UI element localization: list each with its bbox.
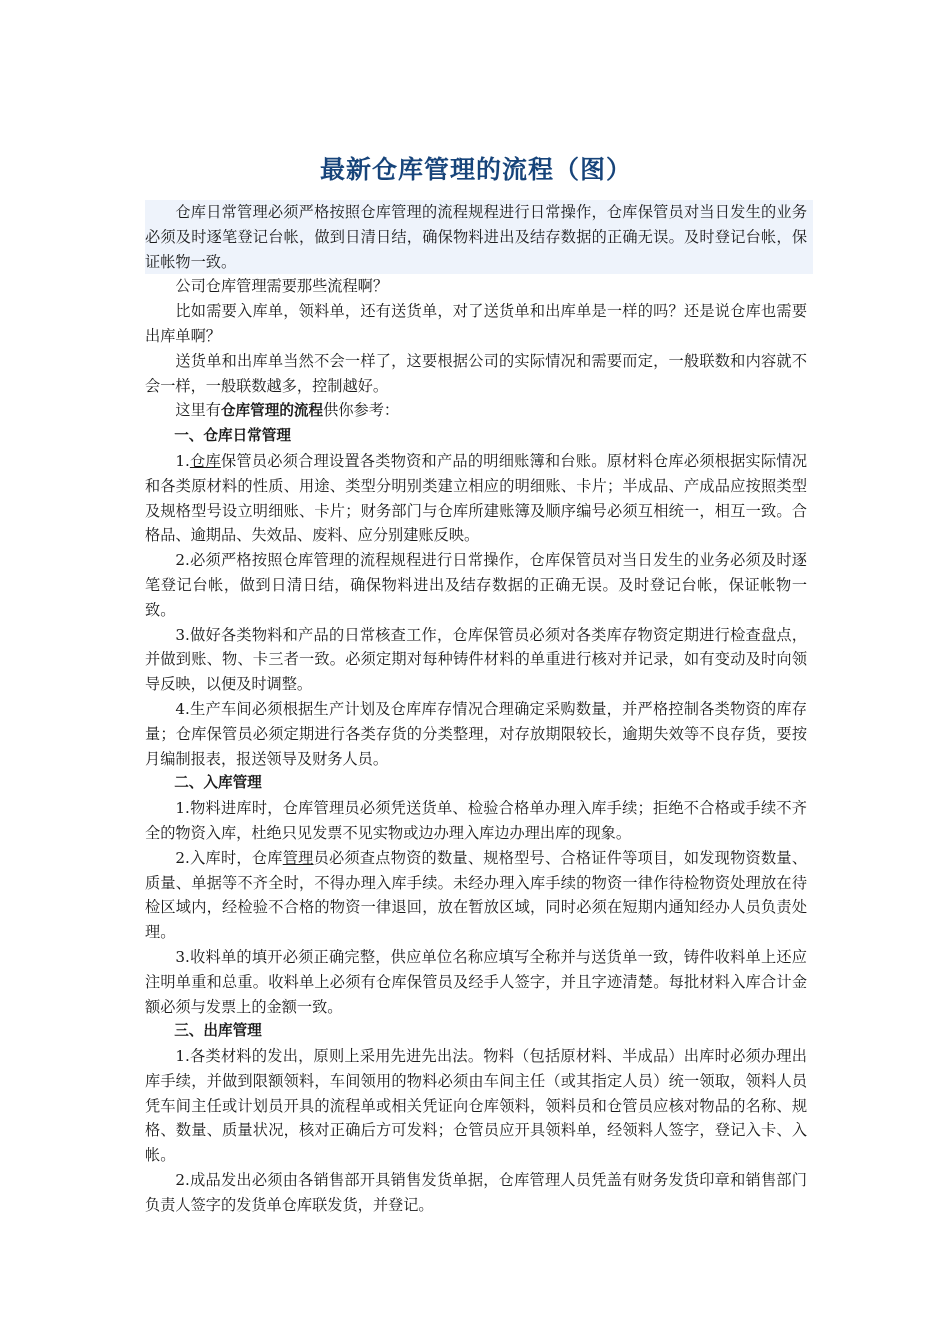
question-paragraph-2: 比如需要入库单，领料单，还有送货单，对了送货单和出库单是一样的吗？还是说仓库也需要出库单啊？ [145,302,807,345]
warehouse-link[interactable]: 仓库 [189,451,221,470]
outbound-item-2: 2.成品发出必须由各销售部开具销售发货单据，仓库管理人员凭盖有财务发货印章和销售部门负责人签字的发货单仓库联发货，并登记。 [145,1171,807,1214]
section-heading-daily: 一、仓库日常管理 [174,427,291,445]
section-heading-inbound: 二、入库管理 [174,774,262,792]
daily-item-3: 3.做好各类物料和产品的日常核查工作，仓库保管员必须对各类库存物资定期进行检查盘点，并做到账、物、卡三者一致。必须定期对每种铸件材料的单重进行核对并记录，如有变动及时向领导反映，以便及时调整。 [145,625,807,694]
answer-paragraph: 送货单和出库单当然不会一样了，这要根据公司的实际情况和需要而定，一般联数和内容就不会一样，一般联数越多，控制越好。 [145,351,807,395]
intro-paragraph: 仓库日常管理必须严格按照仓库管理的流程规程进行日常操作，仓库保管员对当日发生的业务必须及时逐笔登记台帐，做到日清日结，确保物料进出及结存数据的正确无误。及时登记台帐，保证帐物一致。 [145,200,813,274]
outbound-item-1: 1.各类材料的发出，原则上采用先进先出法。物料（包括原材料、半成品）出库时必须办理出库手续，并做到限额领料，车间领用的物料必须由车间主任（或其指定人员）统一领取，领料人员凭车间主任或计划员开具的流程单或相关凭证向仓库领料，领料员和仓管员应核对物品的名称、规格、数量、质量状况，核对正确后方可发料；仓管员应开具领料单，经领料人签字，登记入卡、入帐。 [145,1047,807,1165]
reference-paragraph [145,398,807,424]
daily-item-1-number: 1. [175,451,190,470]
daily-item-4: 4.生产车间必须根据生产计划及仓库库存情况合理确定采购数量，并严格控制各类物资的库存量；仓库保管员必须定期进行各类存货的分类整理，对存放期限较长，逾期失效等不良存货，要按月编制报表，报送领导及财务人员。 [145,699,807,768]
reference-post: 供你参考： [323,401,400,420]
inbound-item-3: 3.收料单的填开必须正确完整，供应单位名称应填写全称并与送货单一致，铸件收料单上还应注明单重和总重。收料单上必须有仓库保管员及经手人签字，并且字迹清楚。每批材料入库合计金额必须与发票上的金额一致。 [145,947,807,1016]
management-link[interactable]: 管理 [282,848,314,867]
daily-item-2: 2.必须严格按照仓库管理的流程规程进行日常操作，仓库保管员对当日发生的业务必须及时逐笔登记台帐，做到日清日结，确保物料进出及结存数据的正确无误。及时登记台帐，保证帐物一致。 [145,551,807,619]
daily-item-1-text: 保管员必须合理设置各类物资和产品的明细账簿和台账。原材料仓库必须根据实际情况和各类原材料的性质、用途、类型分明别类建立相应的明细账、卡片；半成品、产成品应按照类型及规格型号设立明细账、卡片；财务部门与仓库所建账簿及顺序编号必须互相统一，相互一致。合格品、逾期品、失效品、废料、应分别建账反映。 [145,451,808,545]
reference-bold: 仓库管理的流程 [220,402,324,420]
document-title: 最新仓库管理的流程（图） [319,155,632,184]
reference-pre: 这里有 [175,401,221,420]
section-heading-outbound: 三、出库管理 [174,1022,262,1040]
inbound-item-2 [145,846,807,945]
inbound-item-2-text: 员必须查点物资的数量、规格型号、合格证件等项目，如发现物资数量、质量、单据等不齐全时，不得办理入库手续。未经办理入库手续的物资一律作待检物资处理放在待检区域内，经检验不合格的物资一律退回，放在暂放区域，同时必须在短期内通知经办人员负责处理。 [145,848,808,942]
inbound-item-2-pre: 2.入库时，仓库 [175,848,283,867]
inbound-item-1: 1.物料进库时，仓库管理员必须凭送货单、检验合格单办理入库手续；拒绝不合格或手续不齐全的物资入库，杜绝只见发票不见实物或边办理入库边办理出库的现象。 [145,799,807,842]
question-paragraph-1: 公司仓库管理需要那些流程啊？ [175,277,389,296]
daily-item-1 [145,449,807,548]
